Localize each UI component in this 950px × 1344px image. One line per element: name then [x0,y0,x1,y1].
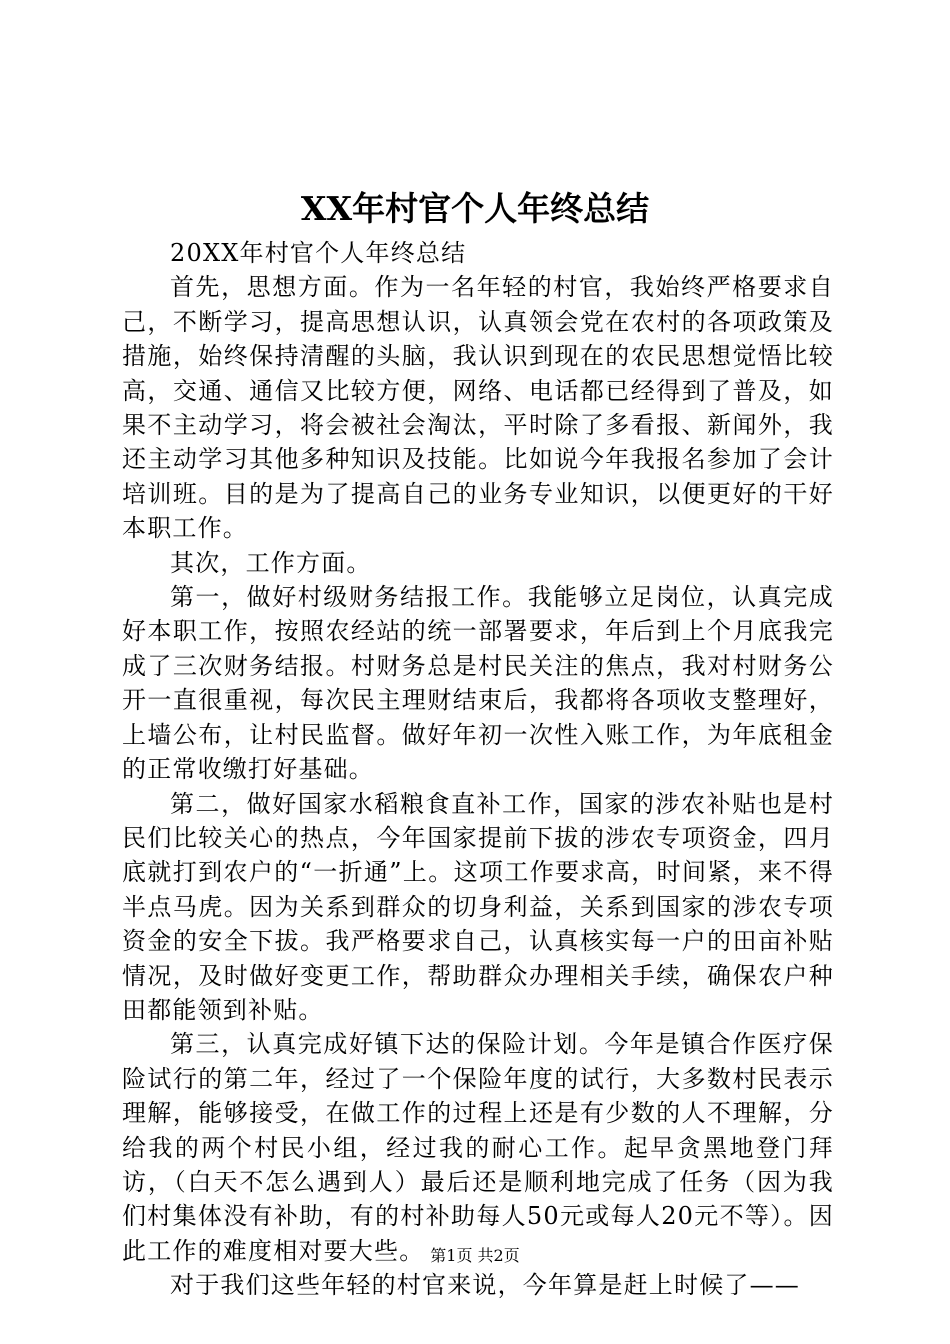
page-number-footer: 第1页 共2页 [430,1246,520,1265]
page-title: XX年村官个人年终总结 [300,189,650,228]
paragraph-first: 第一，做好村级财务结报工作。我能够立足岗位，认真完成好本职工作，按照农经站的统一部署要求，年后到上个月底我完成了三次财务结报。村财务总是村民关注的焦点，我对村财务公开一直很重视，每次民主理财结束后，我都将各项收支整理好，上墙公布，让村民监督。做好年初一次性入账工作，为年底租金的正常收缴打好基础。 [122,583,834,784]
document-body [122,236,834,1303]
paragraph-second: 第二，做好国家水稻粮食直补工作，国家的涉农补贴也是村民们比较关心的热点，今年国家提前下拔的涉农专项资金，四月底就打到农户的“一折通”上。这项工作要求高，时间紧，来不得半点马虎。因为关系到群众的切身利益，关系到国家的涉农专项资金的安全下拔。我严格要求自己，认真核实每一户的田亩补贴情况，及时做好变更工作，帮助群众办理相关手续，确保农户种田都能领到补贴。 [122,789,834,1024]
paragraph-subtitle: 20XX年村官个人年终总结 [170,239,467,267]
paragraph-closing: 对于我们这些年轻的村官来说，今年算是赶上时候了—— [170,1271,800,1300]
paragraph-work-heading: 其次，工作方面。 [170,548,372,577]
paragraph-thought: 首先，思想方面。作为一名年轻的村官，我始终严格要求自己，不断学习，提高思想认识，认真领会党在农村的各项政策及措施，始终保持清醒的头脑，我认识到现在的农民思想觉悟比较高，交通、通信又比较方便，网络、电话都已经得到了普及，如果不主动学习，将会被社会淘汰，平时除了多看报、新闻外，我还主动学习其他多种知识及技能。比如说今年我报名参加了会计培训班。目的是为了提高自己的业务专业知识，以便更好的干好本职工作。 [122,273,834,543]
paragraph-third: 第三，认真完成好镇下达的保险计划。今年是镇合作医疗保险试行的第二年，经过了一个保险年度的试行，大多数村民表示理解，能够接受，在做工作的过程上还是有少数的人不理解，分给我的两个村民小组，经过我的耐心工作。起早贪黑地登门拜访，（白天不怎么遇到人）最后还是顺利地完成了任务（因为我们村集体没有补助，有的村补助每人50元或每人20元不等）。因此工作的难度相对要大些。 [122,1030,834,1265]
